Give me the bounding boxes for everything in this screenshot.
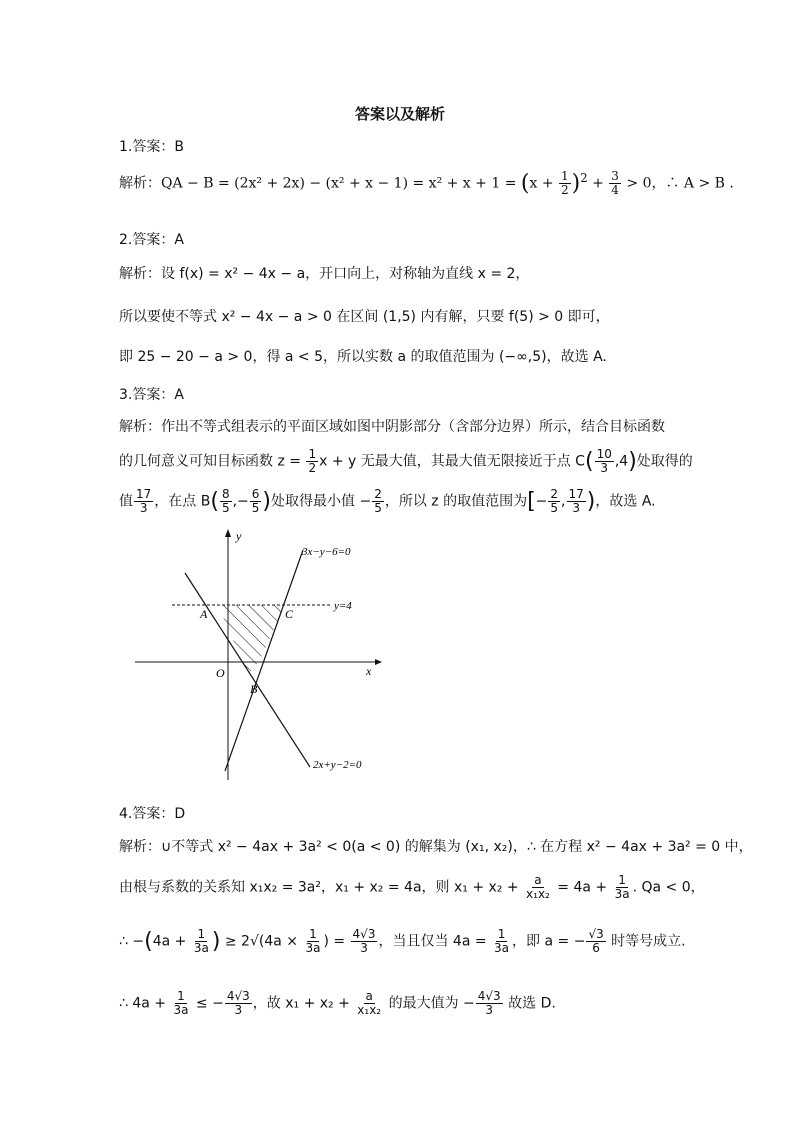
label-line2: 2x+y−2=0 <box>313 759 362 771</box>
q1-expr-c: > 0，∴ A > B . <box>621 175 734 192</box>
q2-line2: 所以要使不等式 x² − 4x − a > 0 在区间 (1,5) 内有解，只要 f(5) > 0 即可， <box>119 309 610 325</box>
q2-line3: 即 25 − 20 − a > 0，得 a < 5，所以实数 a 的取值范围为 (−∞,5)，故选 A. <box>119 349 607 365</box>
q4-line2: 由根与系数的关系知 x₁x₂ = 3a²，x₁ + x₂ = 4a，则 x₁ + x₂ + $\frac{a}{\text{x₁x₂}}$ = 4a + $\frac{1}{3a}$ . Qa < 0， <box>119 873 705 902</box>
q1-frac-2: $\frac{3}{4}$ <box>611 169 619 198</box>
label-line1: 3x−y−6=0 <box>302 546 351 558</box>
q1-expr-a: QA − B = (2x² + 2x) − (x² + x − 1) = x² + x + 1 = <box>161 175 521 192</box>
line-2x-y-2 <box>185 573 310 767</box>
label-x: x <box>366 664 372 678</box>
label-point-b: B <box>250 682 258 696</box>
q4-line3: ∴ −(4a + $\frac{1}{3a}$ ) ≥ 2√(4a × $\frac{1}{3a}$ ) = $\frac{4√3}{3}$ ，当且仅当 4a = $\frac{1}{3a}$ ，即 a = − $\frac{√3}{6}$ 时等号成立. <box>119 927 686 956</box>
x-axis-arrow-icon <box>375 659 382 665</box>
q3-line1: 解析：作出不等式组表示的平面区域如图中阴影部分（含部分边界）所示，结合目标函数 <box>119 419 665 435</box>
label-y4: y=4 <box>334 600 352 612</box>
q2-answer: 2.答案：A <box>119 232 184 248</box>
label-y: y <box>236 529 242 543</box>
q2-line1: 解析：设 f(x) = x² − 4x − a，开口向上，对称轴为直线 x = 2， <box>119 266 530 282</box>
q4-line4: ∴ 4a + $\frac{1}{3a}$ ≤ − $\frac{4√3}{3}$ ，故 x₁ + x₂ + $\frac{a}{\text{x₁x₂}}$ 的最大值为 − $\frac{4√3}{3}$ 故选 D. <box>119 989 556 1018</box>
region-figure <box>130 525 390 785</box>
label-point-a: A <box>200 607 208 621</box>
q1-solution: 解析：QA − B = (2x² + 2x) − (x² + x − 1) = x² + x + 1 = (x + $\frac{1}{2}$ )$^2$ + $\frac{3}{4}$ > 0，∴ A > B . <box>119 169 734 198</box>
page-title: 答案以及解析 <box>355 105 446 123</box>
q4-line1: 解析：∪不等式 x² − 4ax + 3a² < 0(a < 0) 的解集为 (x₁, x₂)，∴ 在方程 x² − 4ax + 3a² = 0 中， <box>119 839 753 855</box>
q1-label: 解析： <box>119 175 161 192</box>
q1-frac-1: $\frac{1}{2}$ <box>561 169 569 198</box>
label-point-c: C <box>285 607 294 621</box>
q4-answer: 4.答案：D <box>119 806 186 822</box>
q1-answer: 1.答案：B <box>119 139 184 155</box>
q1-expr-b: + <box>587 175 609 192</box>
label-origin: O <box>216 666 225 680</box>
q3-answer: 3.答案：A <box>119 387 184 403</box>
q3-line2: 的几何意义可知目标函数 z = $\frac{1}{2}$ x + y 无最大值，其最大值无限接近于点 C( $\frac{10}{3}$ ,4)处取得的 <box>119 447 693 476</box>
q3-line3: 值 $\frac{17}{3}$ ，在点 B( $\frac{8}{5}$ ,− $\frac{6}{5}$ )处取得最小值 − $\frac{2}{5}$ ，所以 z 的取值范围为[− $\frac{2}{5}$ , $\frac{17}{3}$ )，故选 A. <box>119 487 656 516</box>
y-axis-arrow-icon <box>225 529 231 537</box>
